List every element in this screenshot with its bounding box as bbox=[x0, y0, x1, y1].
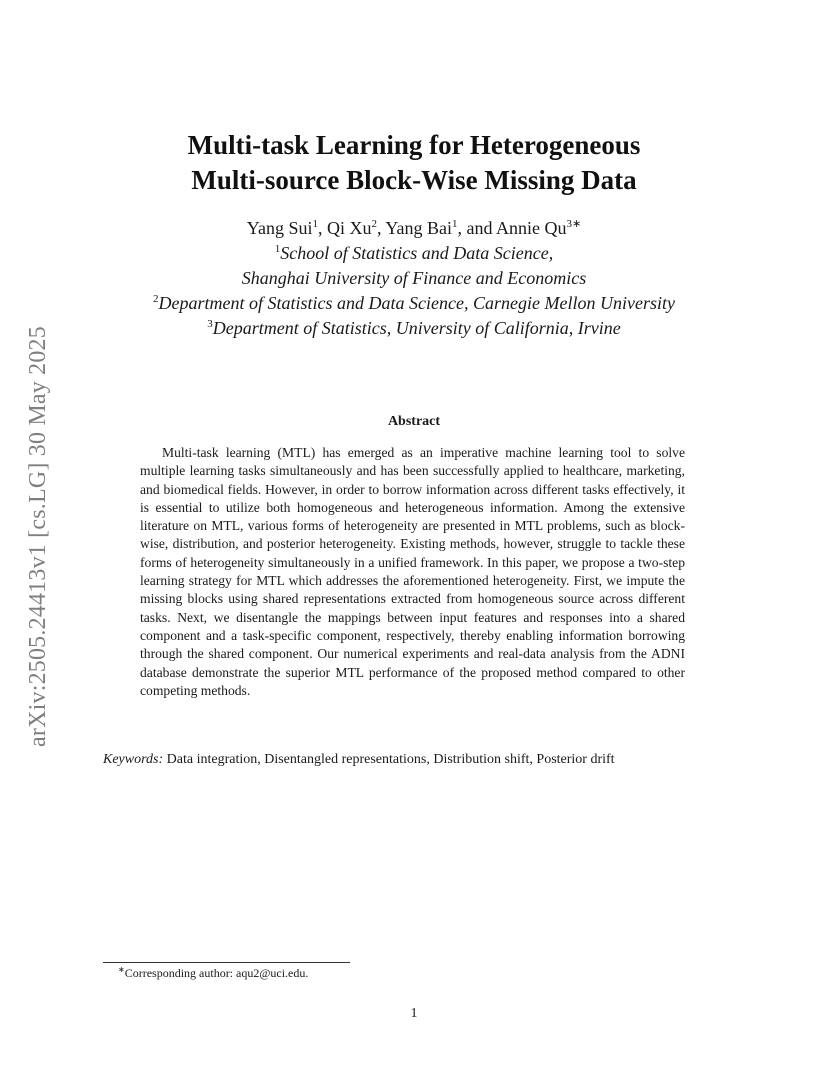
keywords-text: Data integration, Disentangled representations, Distribution shift, Posterior drift bbox=[166, 752, 615, 767]
footnote bbox=[118, 966, 308, 981]
paper-title bbox=[90, 128, 738, 198]
author-separator: , bbox=[376, 218, 386, 238]
paper-title-line-1: Multi-task Learning for Heterogeneous bbox=[187, 130, 641, 160]
page-number: 1 bbox=[410, 1006, 418, 1021]
keywords-label: Keywords: bbox=[103, 752, 164, 767]
author-separator: , and bbox=[457, 218, 496, 238]
affiliation-3 bbox=[60, 316, 768, 340]
abstract-heading: Abstract bbox=[387, 414, 441, 429]
author-name: Annie Qu bbox=[496, 218, 567, 238]
footnote-mark: ∗ bbox=[118, 965, 125, 974]
keywords-line bbox=[103, 751, 743, 769]
author-affiliation-mark: 3∗ bbox=[566, 218, 582, 230]
affiliation-1-text: School of Statistics and Data Science, bbox=[280, 243, 554, 263]
arxiv-identifier-stamp bbox=[24, 296, 52, 776]
author-name: Yang Sui bbox=[246, 218, 313, 238]
affiliation-2-text: Department of Statistics and Data Science, Carnegie Mellon University bbox=[158, 293, 675, 313]
affiliation-3-mark: 3 bbox=[207, 318, 213, 330]
arxiv-identifier-text: arXiv:2505.24413v1 [cs.LG] 30 May 2025 bbox=[24, 325, 51, 747]
affiliation-1-text-cont: Shanghai University of Finance and Economics bbox=[241, 268, 587, 288]
affiliation-1-line-1 bbox=[60, 241, 768, 265]
affiliation-1-mark: 1 bbox=[274, 243, 281, 255]
paper-title-line-2: Multi-source Block-Wise Missing Data bbox=[191, 165, 637, 195]
footnote-divider bbox=[103, 962, 350, 963]
affiliation-2-mark: 2 bbox=[153, 293, 159, 305]
affiliation-2 bbox=[60, 291, 768, 315]
author-name: Qi Xu bbox=[326, 218, 372, 238]
author-name: Yang Bai bbox=[385, 218, 452, 238]
author-affiliation-mark: 2 bbox=[371, 218, 377, 230]
author-affiliation-mark: 1 bbox=[312, 218, 318, 230]
author-list bbox=[90, 216, 738, 240]
author-separator: , bbox=[317, 218, 327, 238]
abstract-body: Multi-task learning (MTL) has emerged as an imperative machine learning tool to solve multiple learning tasks simultaneously and has been successfully applied to healthcare, marketing, and biomedical fields. However, in order to borrow information across different tasks effectively, it is essential to utilize both homogeneous and heterogeneous information. Among the extensive literature on MTL, various forms of heterogeneity are presented in MTL problems, such as block-wise, distribution, and posterior heterogeneity. Existing methods, however, struggle to tackle these forms of heterogeneity simultaneously in a unified framework. In this paper, we propose a two-step learning strategy for MTL which addresses the aforementioned heterogeneity. First, we impute the missing blocks using shared representations extracted from homogeneous source across different tasks. Next, we disentangle the mappings between input features and responses into a shared component and a task-specific component, respectively, thereby enabling information borrowing through the shared component. Our numerical experiments and real-data analysis from the ADNI database demonstrate the superior MTL performance of the proposed method compared to other competing methods. bbox=[140, 445, 685, 698]
affiliation-1-line-2 bbox=[60, 266, 768, 290]
footnote-text: Corresponding author: aqu2@uci.edu. bbox=[124, 966, 309, 980]
author-affiliation-mark: 1 bbox=[452, 218, 458, 230]
affiliation-3-text: Department of Statistics, University of California, Irvine bbox=[212, 318, 621, 338]
